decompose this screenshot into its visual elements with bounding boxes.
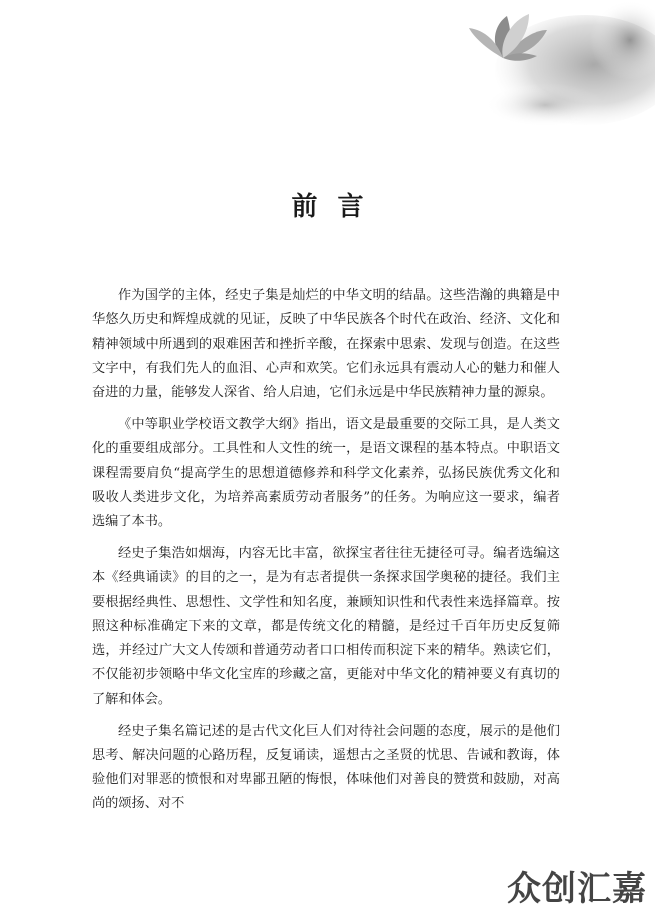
paragraph: 经史子集浩如烟海，内容无比丰富，欲探宝者往往无捷径可寻。编者选编这本《经典诵读》的目的之一，是为有志者提供一条探求国学奥秘的捷径。我们主要根据经典性、思想性、文学性和知名度，兼顾知识性和代表性来选择篇章。按照这种标准确定下来的文章，都是传统文化的精髓，是经过千百年历史反复筛选，并经过广大文人传颂和普通劳动者口口相传而积淀下来的精华。熟读它们，不仅能初步领略中华文化宝库的珍藏之富，更能对中华文化的精神要义有真切的了解和体会。 bbox=[92, 545, 560, 707]
watermark: 众创汇嘉 bbox=[507, 869, 647, 909]
paragraph: 作为国学的主体，经史子集是灿烂的中华文明的结晶。这些浩瀚的典籍是中华悠久历史和辉煌成就的见证，反映了中华民族各个时代在政治、经济、文化和精神领域中所遇到的艰难困苦和挫折辛酸，在探索中思索、发现与创造。在这些文字中，有我们先人的血泪、心声和欢笑。它们永远具有震动人心的魅力和催人奋进的力量，能够发人深省、给人启迪，它们永远是中华民族精神力量的源泉。 bbox=[92, 288, 560, 401]
paragraph: 经史子集名篇记述的是古代文化巨人们对待社会问题的态度，展示的是他们思考、解决问题的心路历程，反复诵读，遥想古之圣贤的忧思、告诫和教诲，体验他们对罪恶的愤恨和对卑鄙丑陋的悔恨，体味他们对善良的赞赏和鼓励，对高尚的颂扬、对不 bbox=[92, 723, 560, 812]
paragraph: 《中等职业学校语文教学大纲》指出，语文是最重要的交际工具，是人类文化的重要组成部分。工具性和人文性的统一，是语文课程的基本特点。中职语文课程需要肩负“提高学生的思想道德修养和科学文化素养，弘扬民族优秀文化和吸收人类进步文化，为培养高素质劳动者服务”的任务。为响应这一要求，编者选编了本书。 bbox=[92, 416, 560, 530]
lotus-ink-wash-icon bbox=[415, 0, 655, 130]
page-title: 前言 bbox=[291, 192, 384, 222]
preface-body bbox=[92, 284, 560, 824]
